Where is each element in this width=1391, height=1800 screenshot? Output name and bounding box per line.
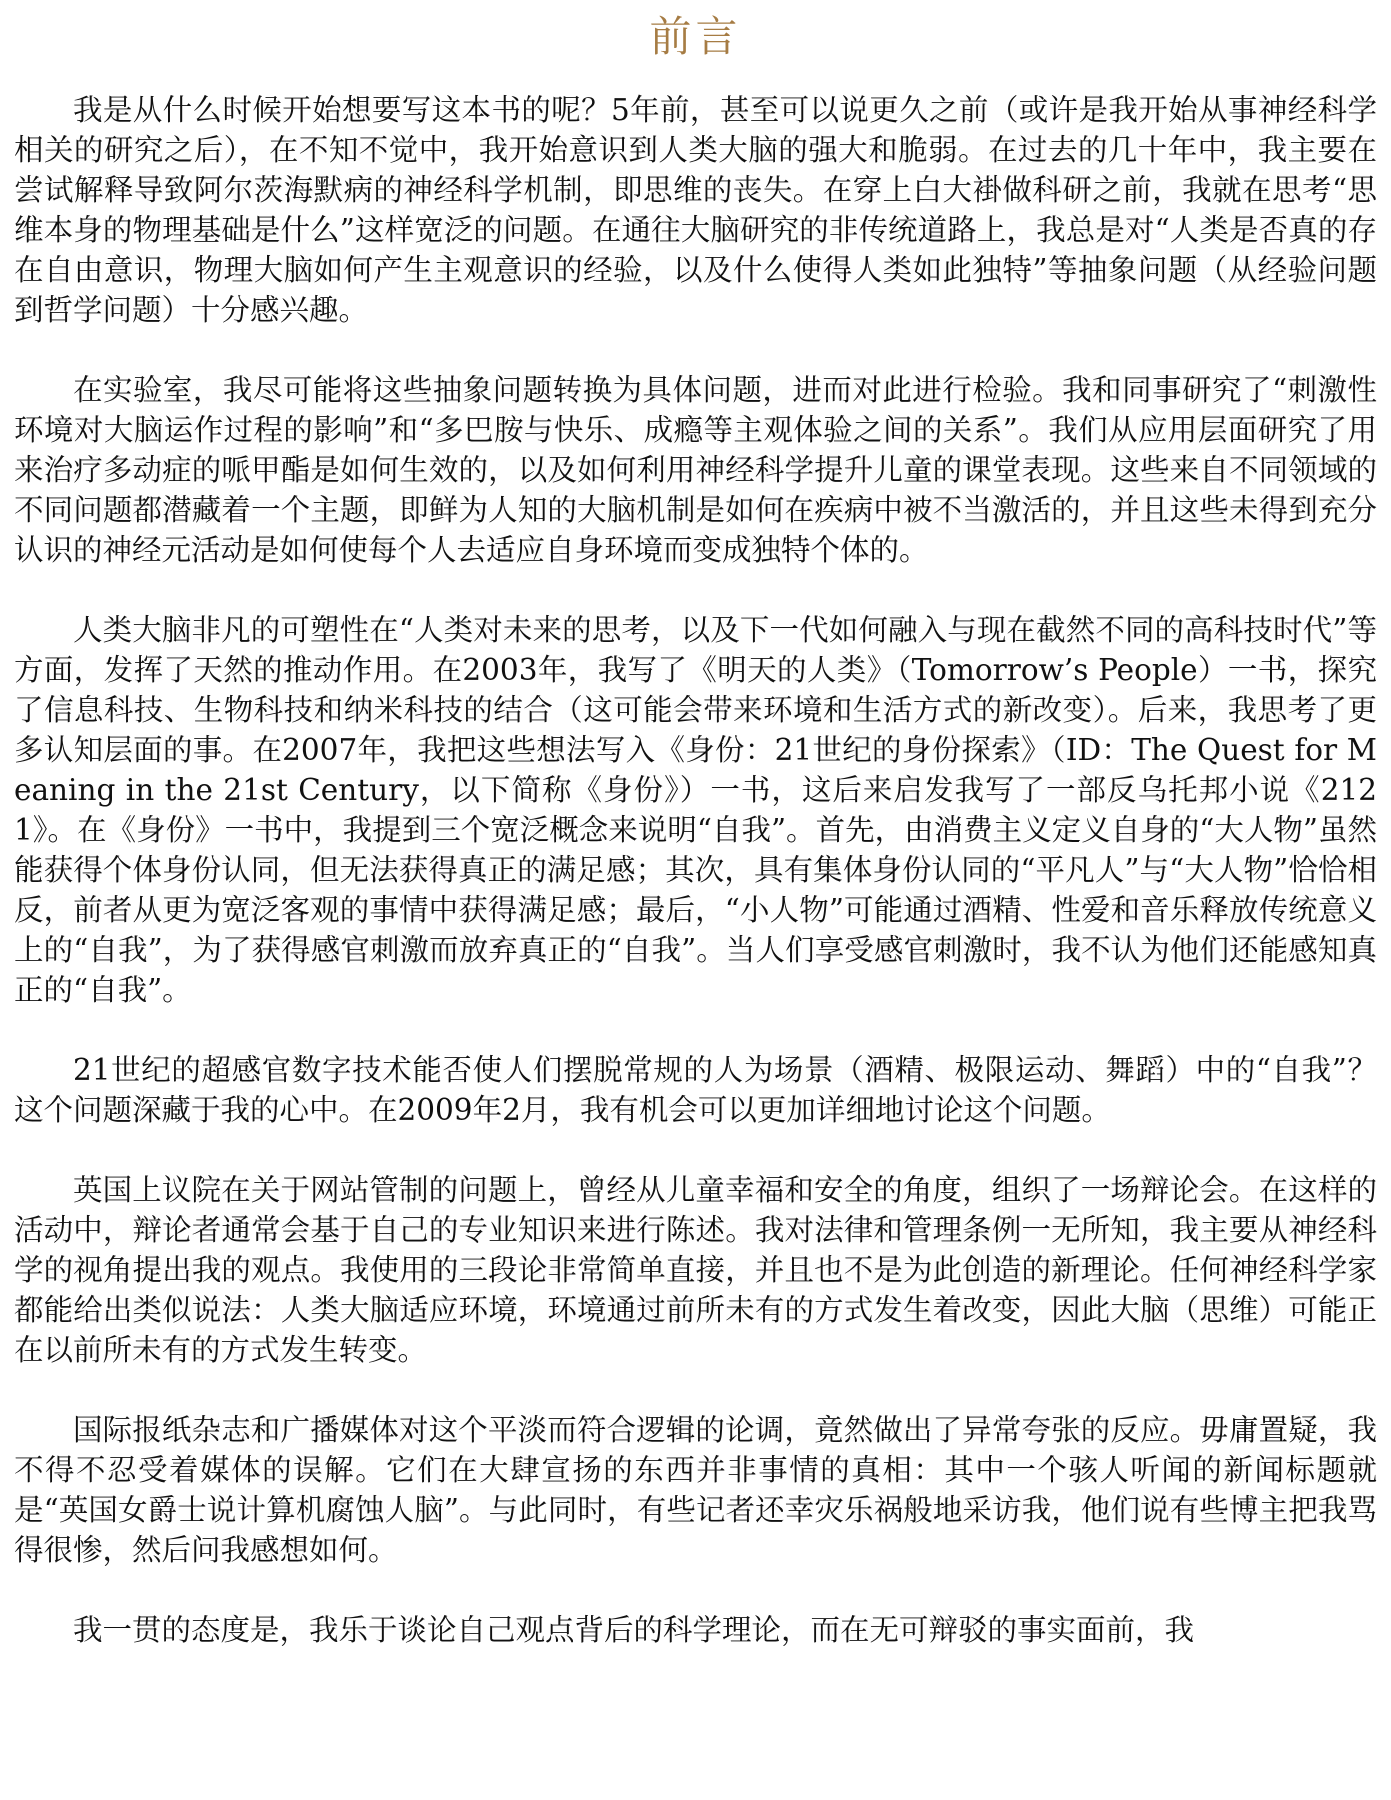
paragraph: 21世纪的超感官数字技术能否使人们摆脱常规的人为场景（酒精、极限运动、舞蹈）中的“自我”？这个问题深藏于我的心中。在2009年2月，我有机会可以更加详细地讨论这个问题。 [14,1053,1377,1127]
paragraph: 我一贯的态度是，我乐于谈论自己观点背后的科学理论，而在无可辩驳的事实面前，我 [73,1613,1195,1647]
page-title: 前言 [649,12,742,61]
paragraph: 人类大脑非凡的可塑性在“人类对未来的思考，以及下一代如何融入与现在截然不同的高科技时代”等方面，发挥了天然的推动作用。在2003年，我写了《明天的人类》（Tomorrow’s People）一书，探究了信息科技、生物科技和纳米科技的结合（这可能会带来环境和生活方式的新改变）。后来，我思考了更多认知层面的事。在2007年，我把这些想法写入《身份：21世纪的身份探索》（ID：The Quest for Meaning in the 21st Century，以下简称《身份》）一书，这后来启发我写了一部反乌托邦小说《2121》。在《身份》一书中，我提到三个宽泛概念来说明“自我”。首先，由消费主义定义自身的“大人物”虽然能获得个体身份认同，但无法获得真正的满足感；其次，具有集体身份认同的“平凡人”与“大人物”恰恰相反，前者从更为宽泛客观的事情中获得满足感；最后，“小人物”可能通过酒精、性爱和音乐释放传统意义上的“自我”，为了获得感官刺激而放弃真正的“自我”。当人们享受感官刺激时，我不认为他们还能感知真正的“自我”。 [14,613,1377,1007]
paragraph: 英国上议院在关于网站管制的问题上，曾经从儿童幸福和安全的角度，组织了一场辩论会。在这样的活动中，辩论者通常会基于自己的专业知识来进行陈述。我对法律和管理条例一无所知，我主要从神经科学的视角提出我的观点。我使用的三段论非常简单直接，并且也不是为此创造的新理论。任何神经科学家都能给出类似说法：人类大脑适应环境，环境通过前所未有的方式发生着改变，因此大脑（思维）可能正在以前所未有的方式发生转变。 [14,1173,1377,1367]
paragraph: 国际报纸杂志和广播媒体对这个平淡而符合逻辑的论调，竟然做出了异常夸张的反应。毋庸置疑，我不得不忍受着媒体的误解。它们在大肆宣扬的东西并非事情的真相：其中一个骇人听闻的新闻标题就是“英国女爵士说计算机腐蚀人脑”。与此同时，有些记者还幸灾乐祸般地采访我，他们说有些博主把我骂得很惨，然后问我感想如何。 [14,1413,1377,1567]
paragraph: 我是从什么时候开始想要写这本书的呢？5年前，甚至可以说更久之前（或许是我开始从事神经科学相关的研究之后），在不知不觉中，我开始意识到人类大脑的强大和脆弱。在过去的几十年中，我主要在尝试解释导致阿尔茨海默病的神经科学机制，即思维的丧失。在穿上白大褂做科研之前，我就在思考“思维本身的物理基础是什么”这样宽泛的问题。在通往大脑研究的非传统道路上，我总是对“人类是否真的存在自由意识，物理大脑如何产生主观意识的经验，以及什么使得人类如此独特”等抽象问题（从经验问题到哲学问题）十分感兴趣。 [14,93,1377,327]
document-page [14,0,1377,1800]
paragraph: 在实验室，我尽可能将这些抽象问题转换为具体问题，进而对此进行检验。我和同事研究了“刺激性环境对大脑运作过程的影响”和“多巴胺与快乐、成瘾等主观体验之间的关系”。我们从应用层面研究了用来治疗多动症的哌甲酯是如何生效的，以及如何利用神经科学提升儿童的课堂表现。这些来自不同领域的不同问题都潜藏着一个主题，即鲜为人知的大脑机制是如何在疾病中被不当激活的，并且这些未得到充分认识的神经元活动是如何使每个人去适应自身环境而变成独特个体的。 [14,373,1377,567]
